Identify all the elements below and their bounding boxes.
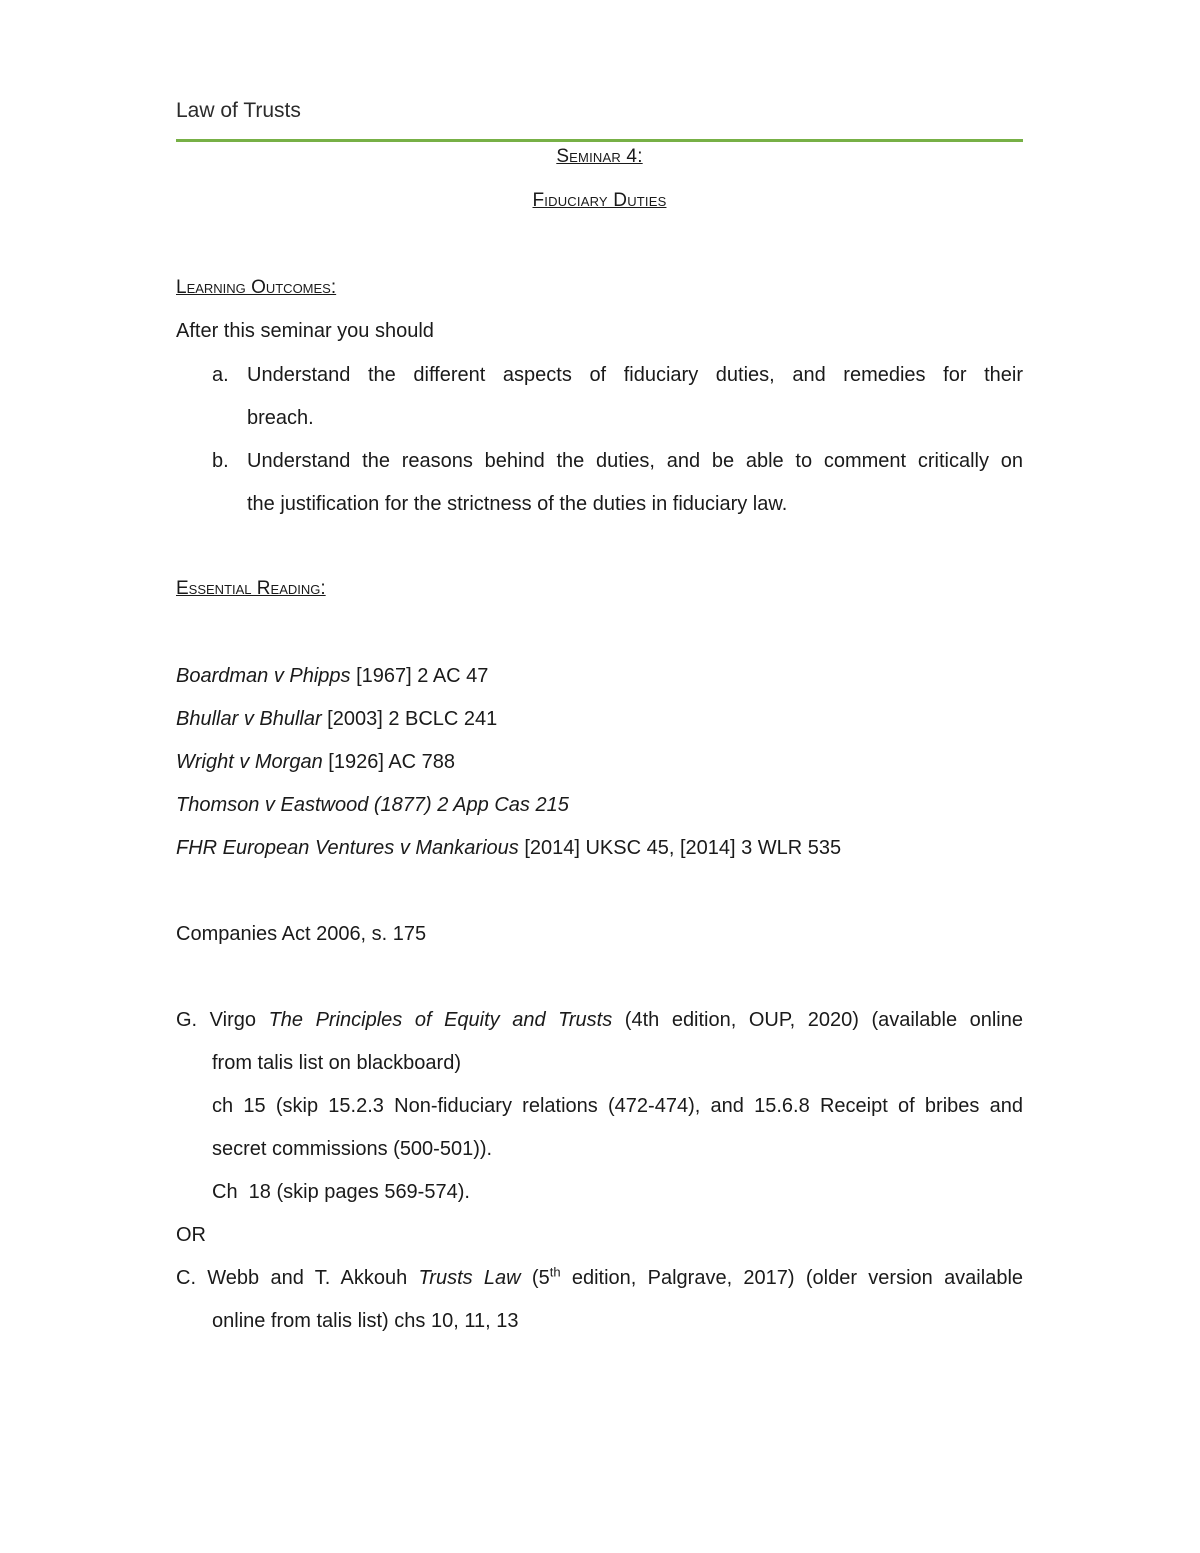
case-citation: [2014] UKSC 45, [2014] 3 WLR 535 — [518, 837, 842, 859]
essential-reading-heading: Essential Reading: — [176, 578, 326, 599]
webb-title: Trusts Law — [418, 1267, 521, 1289]
webb-details-post: edition, Palgrave, 2017) (older version available — [560, 1267, 1024, 1289]
case-name: Bhullar v Bhullar — [176, 708, 322, 730]
outcome-b-line2: the justification for the strictness of the duties in fiduciary law. — [247, 493, 788, 515]
webb-superscript: th — [549, 1264, 561, 1280]
virgo-author: G. Virgo — [176, 1009, 269, 1031]
case-boardman — [176, 664, 488, 688]
case-citation: [2003] 2 BCLC 241 — [321, 708, 498, 730]
virgo-line2: from talis list on blackboard) — [212, 1052, 461, 1074]
outcome-a-line2: breach. — [247, 407, 314, 429]
statute-reference: Companies Act 2006, s. 175 — [176, 923, 427, 945]
learning-outcomes-heading: Learning Outcomes: — [176, 277, 337, 298]
case-bhullar — [176, 707, 497, 731]
case-thomson — [176, 793, 569, 817]
webb-details-pre: (5 — [520, 1267, 550, 1289]
case-wright — [176, 750, 455, 774]
seminar-number: Seminar 4: — [556, 146, 643, 167]
webb-line1 — [176, 1266, 1023, 1290]
virgo-line1 — [176, 1008, 1023, 1032]
learning-outcomes-intro: After this seminar you should — [176, 320, 434, 342]
case-citation: [1967] 2 AC 47 — [350, 665, 489, 687]
virgo-title: The Principles of Equity and Trusts — [268, 1009, 613, 1031]
virgo-line4: secret commissions (500-501)). — [212, 1138, 493, 1160]
outcome-b-line1: Understand the reasons behind the duties, and be able to comment critically on — [247, 450, 1023, 472]
virgo-line3: ch 15 (skip 15.2.3 Non-fiduciary relations (472-474), and 15.6.8 Receipt of bribes and — [212, 1095, 1023, 1117]
case-fhr — [176, 836, 841, 860]
running-header: Law of Trusts — [176, 99, 301, 122]
or-separator: OR — [176, 1224, 206, 1246]
case-citation: [1926] AC 788 — [322, 751, 456, 773]
outcome-a-marker: a. — [212, 364, 229, 386]
seminar-topic: Fiduciary Duties — [532, 190, 667, 211]
case-name: Thomson v Eastwood (1877) 2 App Cas 215 — [176, 794, 569, 816]
header-rule — [176, 139, 1023, 142]
webb-line2: online from talis list) chs 10, 11, 13 — [212, 1310, 519, 1332]
case-name: FHR European Ventures v Mankarious — [176, 837, 519, 859]
case-name: Wright v Morgan — [176, 751, 323, 773]
virgo-details: (4th edition, OUP, 2020) (available online — [612, 1009, 1023, 1031]
case-name: Boardman v Phipps — [176, 665, 351, 687]
outcome-a-line1: Understand the different aspects of fiduciary duties, and remedies for their — [247, 364, 1023, 386]
outcome-b-marker: b. — [212, 450, 229, 472]
webb-author: C. Webb and T. Akkouh — [176, 1267, 419, 1289]
virgo-line5: Ch 18 (skip pages 569-574). — [212, 1181, 470, 1203]
